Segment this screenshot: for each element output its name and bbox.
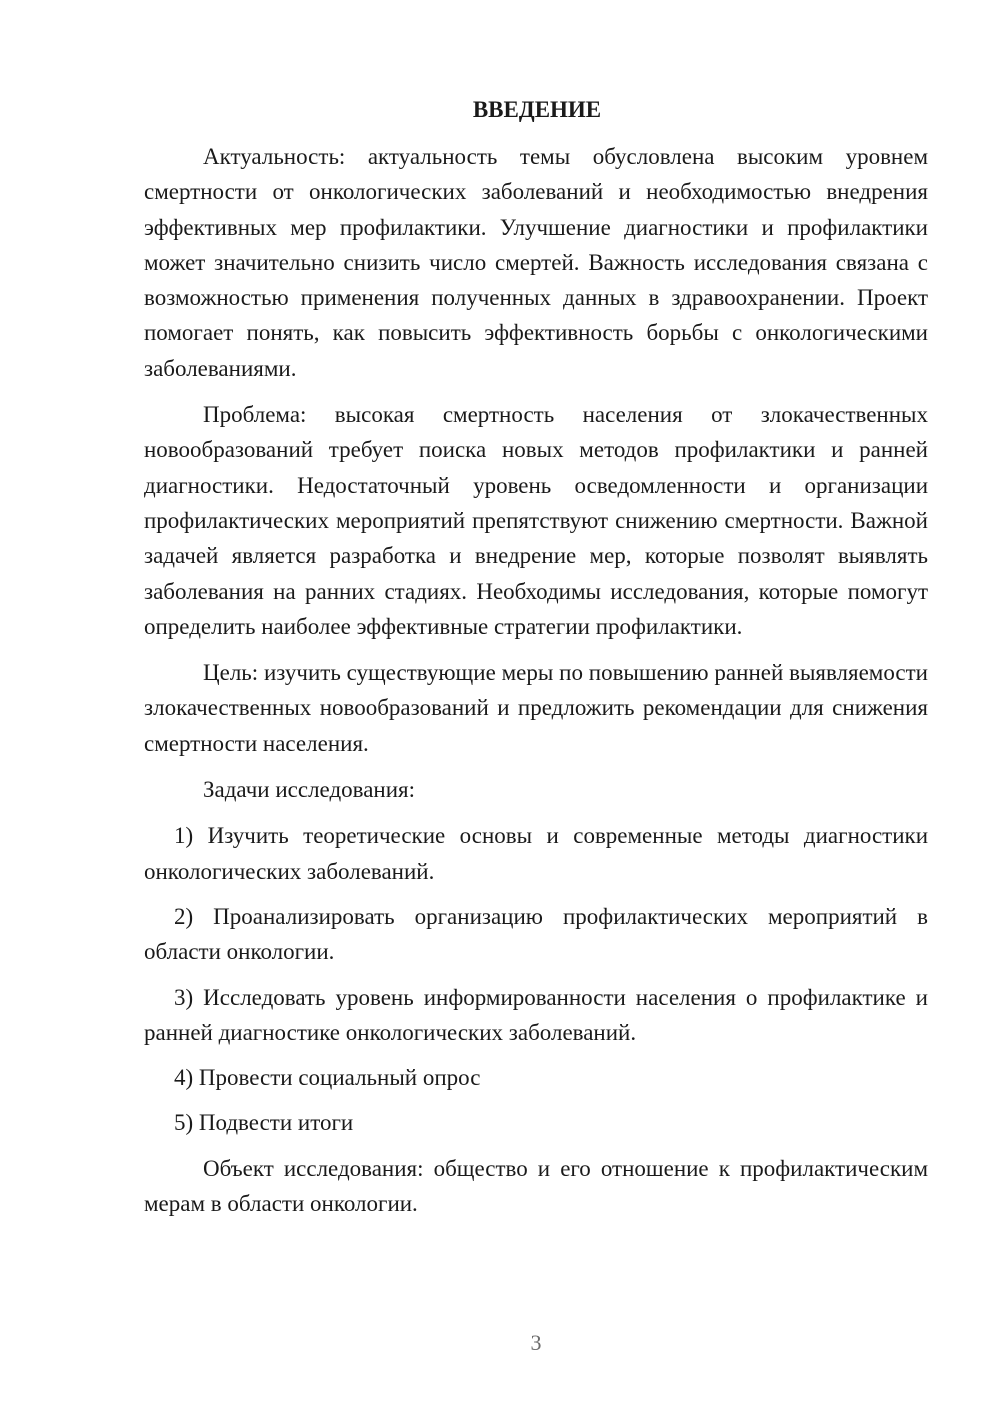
task-item-1: 1) Изучить теоретические основы и современные методы диагностики онкологических заболеваний. <box>144 823 928 884</box>
page-number: 3 <box>530 1330 542 1355</box>
object-paragraph: Объект исследования: общество и его отношение к профилактическим мерам в области онкологии. <box>144 1155 928 1217</box>
goal-paragraph: Цель: изучить существующие меры по повышению ранней выявляемости злокачественных новообразований и предложить рекомендации для снижения смертности населения. <box>144 660 928 756</box>
task-item-2: 2) Проанализировать организацию профилактических мероприятий в области онкологии. <box>144 903 928 965</box>
relevance-paragraph: Актуальность: актуальность темы обусловлена высоким уровнем смертности от онкологических заболеваний и необходимостью внедрения эффективных мер профилактики. Улучшение диагностики и профилактики может значительно снизить число смертей. Важность исследования связана с возможностью применения полученных данных в здравоохранении. Проект помогает понять, как повысить эффективность борьбы с онкологическими заболеваниями. <box>144 144 928 381</box>
document-page <box>144 92 928 1232</box>
problem-paragraph: Проблема: высокая смертность населения от злокачественных новообразований требует поиска новых методов профилактики и ранней диагностики. Недостаточный уровень осведомленности и организации профилактических мероприятий препятствуют снижению смертности. Важной задачей является разработка и внедрение мер, которые позволят выявлять заболевания на ранних стадиях. Необходимы исследования, которые помогут определить наиболее эффективные стратегии профилактики. <box>144 402 928 639</box>
task-item-4: 4) Провести социальный опрос <box>174 1065 481 1091</box>
task-item-3: 3) Исследовать уровень информированности населения о профилактике и ранней диагностике онкологических заболеваний. <box>144 984 928 1045</box>
tasks-heading: Задачи исследования: <box>203 777 416 803</box>
task-item-5: 5) Подвести итоги <box>174 1110 354 1136</box>
section-title: ВВЕДЕНИЕ <box>472 97 602 122</box>
